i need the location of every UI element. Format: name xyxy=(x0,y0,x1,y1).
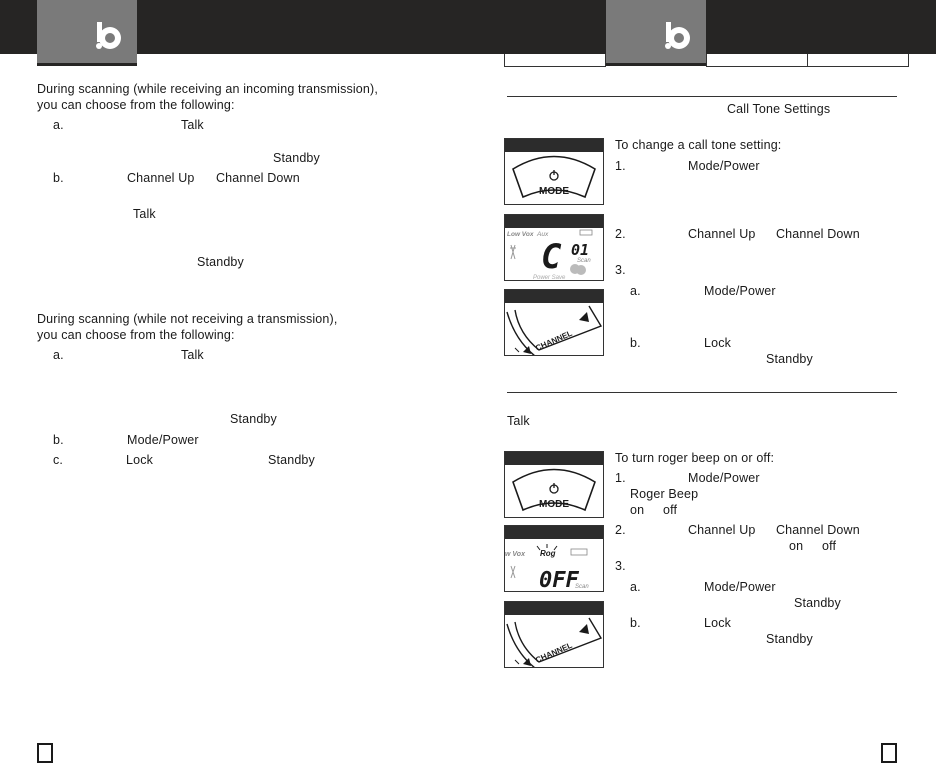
section-divider-middle xyxy=(507,392,897,393)
s2-step2-num: 2. xyxy=(615,523,626,537)
nontx-option-b-mode-power: Mode/Power xyxy=(127,433,199,447)
s1-step2-channel-up: Channel Up xyxy=(688,227,756,241)
incoming-intro-line-1: During scanning (while receiving an incoming transmission), xyxy=(37,82,378,96)
nontx-option-a-standby: Standby xyxy=(230,412,277,426)
header-tab-box-1 xyxy=(504,54,606,67)
lcd-display-icon xyxy=(505,215,603,280)
s2-step1-num: 1. xyxy=(615,471,626,485)
s2-step3-num: 3. xyxy=(615,559,626,573)
cobra-logo-icon xyxy=(662,16,692,52)
nontx-option-a-letter: a. xyxy=(53,348,64,362)
s2-step2-on: on xyxy=(789,539,804,553)
roger-beep-intro: To turn roger beep on or off: xyxy=(615,451,775,465)
left-header-tab xyxy=(37,0,137,66)
nontx-option-b-letter: b. xyxy=(53,433,64,447)
lcd1-big-char: C xyxy=(541,237,562,277)
nontx-option-a-talk: Talk xyxy=(181,348,204,362)
nontx-option-c-letter: c. xyxy=(53,453,64,467)
s1-option-b-standby: Standby xyxy=(766,352,813,366)
option-b-standby: Standby xyxy=(197,255,244,269)
call-tone-settings-title: Call Tone Settings xyxy=(727,102,831,116)
s2-step2-channel-up: Channel Up xyxy=(688,523,756,537)
lcd1-aux: Aux xyxy=(537,231,549,238)
option-b-talk: Talk xyxy=(133,207,156,221)
s2-option-b-lock: Lock xyxy=(704,616,732,630)
option-a-standby: Standby xyxy=(273,151,320,165)
header-bar xyxy=(0,0,936,54)
s2-off: off xyxy=(663,503,678,517)
s1-option-a-mode-power: Mode/Power xyxy=(704,284,776,298)
channel-rocker-illustration-2 xyxy=(504,601,604,668)
mode-button-illustration-1 xyxy=(504,138,604,205)
lcd2-scan: Scan xyxy=(575,584,589,590)
channel-rocker-illustration-1 xyxy=(504,289,604,356)
s2-step2-channel-down: Channel Down xyxy=(776,523,860,537)
right-page-number-box xyxy=(881,743,897,763)
header-tab-box-3 xyxy=(706,54,808,67)
s2-option-a-standby: Standby xyxy=(794,596,841,610)
option-a-talk: Talk xyxy=(181,118,204,132)
lcd1-power-save: Power Save xyxy=(533,275,566,280)
s1-option-b-letter: b. xyxy=(630,336,641,350)
s2-on: on xyxy=(630,503,645,517)
lcd2-vox: w Vox xyxy=(505,551,525,558)
incoming-intro-line-2: you can choose from the following: xyxy=(37,98,235,112)
s1-step1-mode-power: Mode/Power xyxy=(688,159,760,173)
lcd1-number: 01 xyxy=(571,241,590,259)
lcd1-low-vox: Low Vox xyxy=(507,231,534,238)
nontx-option-c-lock: Lock xyxy=(126,453,154,467)
channel-rocker-icon xyxy=(505,602,603,667)
right-header-tab xyxy=(606,0,706,66)
channel-label-1: CHANNEL xyxy=(534,328,574,353)
mode-button-label: MODE xyxy=(539,186,569,197)
s2-option-a-mode-power: Mode/Power xyxy=(704,580,776,594)
s1-step2-channel-down: Channel Down xyxy=(776,227,860,241)
s1-option-b-lock: Lock xyxy=(704,336,732,350)
nontx-intro-line-2: you can choose from the following: xyxy=(37,328,235,342)
nontx-intro-line-1: During scanning (while not receiving a transmission), xyxy=(37,312,338,326)
s2-step2-off: off xyxy=(822,539,837,553)
s2-option-a-letter: a. xyxy=(630,580,641,594)
lcd2-rog: Rog xyxy=(540,549,556,558)
option-b-letter: b. xyxy=(53,171,64,185)
s1-option-a-letter: a. xyxy=(630,284,641,298)
lcd2-off: 0FF xyxy=(539,568,579,591)
lcd-call-tone-illustration xyxy=(504,214,604,281)
mode-button-icon xyxy=(505,452,603,517)
s2-step1-mode-power: Mode/Power xyxy=(688,471,760,485)
option-a-letter: a. xyxy=(53,118,64,132)
section-divider-top xyxy=(507,96,897,97)
lcd1-scan: Scan xyxy=(577,258,591,264)
roger-beep-talk-label: Talk xyxy=(507,414,530,428)
call-tone-intro: To change a call tone setting: xyxy=(615,138,782,152)
s1-step3-num: 3. xyxy=(615,263,626,277)
lcd-roger-beep-illustration xyxy=(504,525,604,592)
s1-step1-num: 1. xyxy=(615,159,626,173)
channel-rocker-icon xyxy=(505,290,603,355)
left-page-number-box xyxy=(37,743,53,763)
lcd-display-icon xyxy=(505,526,603,591)
s2-option-b-standby: Standby xyxy=(766,632,813,646)
s1-step2-num: 2. xyxy=(615,227,626,241)
s2-roger-beep: Roger Beep xyxy=(630,487,699,501)
mode-button-illustration-2 xyxy=(504,451,604,518)
option-b-channel-up: Channel Up xyxy=(127,171,195,185)
channel-label-2: CHANNEL xyxy=(534,640,574,665)
mode-button-label-2: MODE xyxy=(539,499,569,510)
s2-option-b-letter: b. xyxy=(630,616,641,630)
option-b-channel-down: Channel Down xyxy=(216,171,300,185)
mode-button-icon xyxy=(505,139,603,204)
header-tab-box-4 xyxy=(807,54,909,67)
nontx-option-c-standby: Standby xyxy=(268,453,315,467)
cobra-logo-icon xyxy=(93,16,123,52)
